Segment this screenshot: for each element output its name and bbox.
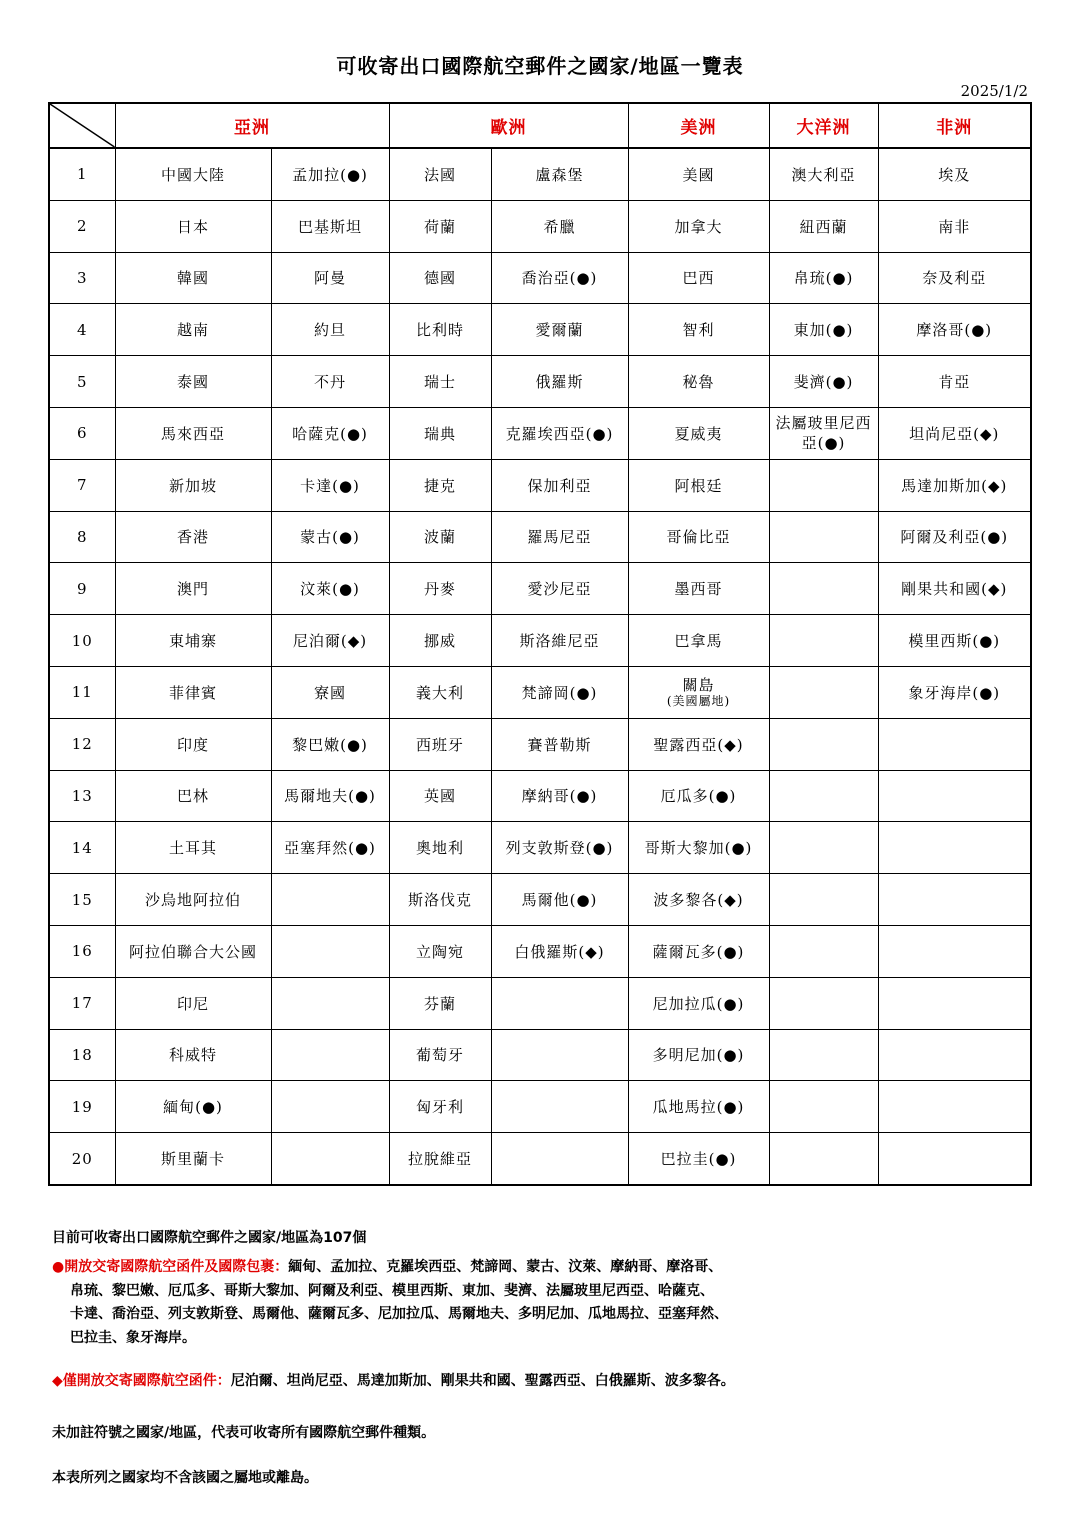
total-note: 目前可收寄出口國際航空郵件之國家/地區為107個 xyxy=(52,1230,367,1246)
oceania-cell: 法屬玻里尼西亞(●) xyxy=(769,407,878,459)
header-asia: 亞洲 xyxy=(115,103,389,148)
diagonal-line-icon xyxy=(50,104,115,147)
europe-cell xyxy=(491,1029,628,1081)
asia-cell: 阿拉伯聯合大公國 xyxy=(115,925,271,977)
table-row xyxy=(49,770,1031,822)
americas-cell: 夏威夷 xyxy=(628,407,769,459)
row-number: 4 xyxy=(49,304,115,356)
africa-cell xyxy=(878,977,1031,1029)
table-row xyxy=(49,252,1031,304)
row-number: 20 xyxy=(49,1133,115,1185)
asia-cell: 黎巴嫩(●) xyxy=(271,718,389,770)
row-number: 1 xyxy=(49,148,115,200)
americas-cell: 加拿大 xyxy=(628,200,769,252)
table-row xyxy=(49,148,1031,200)
row-number: 6 xyxy=(49,407,115,459)
row-number: 7 xyxy=(49,459,115,511)
oceania-cell xyxy=(769,925,878,977)
americas-cell: 巴西 xyxy=(628,252,769,304)
asia-cell: 韓國 xyxy=(115,252,271,304)
letter-note-body: 尼泊爾、坦尚尼亞、馬達加斯加、剛果共和國、聖露西亞、白俄羅斯、波多黎各。 xyxy=(230,1373,735,1389)
oceania-cell xyxy=(769,615,878,667)
asia-cell xyxy=(271,1133,389,1185)
europe-cell: 捷克 xyxy=(389,459,491,511)
europe-cell: 希臘 xyxy=(491,200,628,252)
americas-cell: 阿根廷 xyxy=(628,459,769,511)
europe-cell: 俄羅斯 xyxy=(491,356,628,408)
africa-cell: 馬達加斯加(◆) xyxy=(878,459,1031,511)
table-row xyxy=(49,977,1031,1029)
americas-cell: 哥倫比亞 xyxy=(628,511,769,563)
asia-cell: 土耳其 xyxy=(115,822,271,874)
americas-cell: 巴拿馬 xyxy=(628,615,769,667)
africa-cell: 南非 xyxy=(878,200,1031,252)
americas-cell: 波多黎各(◆) xyxy=(628,874,769,926)
header-row xyxy=(49,103,1031,148)
europe-cell: 挪威 xyxy=(389,615,491,667)
americas-cell: 厄瓜多(●) xyxy=(628,770,769,822)
americas-cell: 薩爾瓦多(●) xyxy=(628,925,769,977)
table-row xyxy=(49,459,1031,511)
asia-cell: 菲律賓 xyxy=(115,666,271,718)
europe-cell: 芬蘭 xyxy=(389,977,491,1029)
europe-cell: 波蘭 xyxy=(389,511,491,563)
asia-cell: 約旦 xyxy=(271,304,389,356)
europe-cell: 立陶宛 xyxy=(389,925,491,977)
europe-cell xyxy=(491,977,628,1029)
oceania-cell xyxy=(769,1029,878,1081)
europe-cell: 瑞士 xyxy=(389,356,491,408)
page-title: 可收寄出口國際航空郵件之國家/地區一覽表 xyxy=(336,54,744,78)
asia-cell: 蒙古(●) xyxy=(271,511,389,563)
europe-cell: 斯洛伐克 xyxy=(389,874,491,926)
europe-cell: 義大利 xyxy=(389,666,491,718)
africa-cell xyxy=(878,822,1031,874)
asia-cell: 香港 xyxy=(115,511,271,563)
africa-cell: 摩洛哥(●) xyxy=(878,304,1031,356)
asia-cell: 巴林 xyxy=(115,770,271,822)
table-row xyxy=(49,200,1031,252)
oceania-cell: 澳大利亞 xyxy=(769,148,878,200)
country-name: 關島 xyxy=(682,676,715,695)
americas-cell: 墨西哥 xyxy=(628,563,769,615)
asia-cell: 斯里蘭卡 xyxy=(115,1133,271,1185)
header-europe: 歐洲 xyxy=(389,103,628,148)
row-number: 2 xyxy=(49,200,115,252)
asia-cell: 科威特 xyxy=(115,1029,271,1081)
table-row xyxy=(49,1133,1031,1185)
letter-note xyxy=(52,1370,735,1390)
oceania-cell xyxy=(769,822,878,874)
europe-cell: 荷蘭 xyxy=(389,200,491,252)
africa-cell xyxy=(878,874,1031,926)
europe-cell xyxy=(491,1133,628,1185)
europe-cell: 愛沙尼亞 xyxy=(491,563,628,615)
asia-cell xyxy=(271,925,389,977)
table-row xyxy=(49,666,1031,718)
header-americas: 美洲 xyxy=(628,103,769,148)
africa-cell: 埃及 xyxy=(878,148,1031,200)
no-mark-note: 未加註符號之國家/地區，代表可收寄所有國際航空郵件種類。 xyxy=(52,1425,436,1441)
europe-cell: 保加利亞 xyxy=(491,459,628,511)
europe-cell: 羅馬尼亞 xyxy=(491,511,628,563)
europe-cell: 奧地利 xyxy=(389,822,491,874)
europe-cell: 梵諦岡(●) xyxy=(491,666,628,718)
oceania-cell xyxy=(769,511,878,563)
corner-cell xyxy=(49,103,115,148)
europe-cell: 英國 xyxy=(389,770,491,822)
africa-cell xyxy=(878,770,1031,822)
europe-cell: 克羅埃西亞(●) xyxy=(491,407,628,459)
asia-cell: 寮國 xyxy=(271,666,389,718)
americas-cell: 智利 xyxy=(628,304,769,356)
oceania-cell xyxy=(769,1081,878,1133)
oceania-cell xyxy=(769,666,878,718)
americas-cell: 秘魯 xyxy=(628,356,769,408)
africa-cell: 肯亞 xyxy=(878,356,1031,408)
asia-cell: 泰國 xyxy=(115,356,271,408)
parcel-note-line: 卡達、喬治亞、列支敦斯登、馬爾他、薩爾瓦多、尼加拉瓜、馬爾地夫、多明尼加、瓜地馬拉、亞塞拜然、 xyxy=(70,1306,728,1322)
europe-cell: 瑞典 xyxy=(389,407,491,459)
americas-cell xyxy=(628,666,769,718)
asia-cell xyxy=(271,1029,389,1081)
header-africa: 非洲 xyxy=(878,103,1031,148)
header-oceania: 大洋洲 xyxy=(769,103,878,148)
exclusion-note: 本表所列之國家均不含該國之屬地或離島。 xyxy=(52,1470,318,1486)
africa-cell xyxy=(878,718,1031,770)
oceania-cell: 紐西蘭 xyxy=(769,200,878,252)
africa-cell: 剛果共和國(◆) xyxy=(878,563,1031,615)
europe-cell: 列支敦斯登(●) xyxy=(491,822,628,874)
europe-cell: 摩納哥(●) xyxy=(491,770,628,822)
asia-cell: 亞塞拜然(●) xyxy=(271,822,389,874)
europe-cell: 喬治亞(●) xyxy=(491,252,628,304)
row-number: 5 xyxy=(49,356,115,408)
americas-cell: 哥斯大黎加(●) xyxy=(628,822,769,874)
parcel-note-line: 巴拉圭、象牙海岸。 xyxy=(70,1329,196,1346)
row-number: 8 xyxy=(49,511,115,563)
table-row xyxy=(49,1081,1031,1133)
asia-cell: 孟加拉(●) xyxy=(271,148,389,200)
table-row xyxy=(49,874,1031,926)
oceania-cell: 帛琉(●) xyxy=(769,252,878,304)
row-number: 12 xyxy=(49,718,115,770)
parcel-note-line: 緬甸、孟加拉、克羅埃西亞、梵諦岡、蒙古、汶萊、摩納哥、摩洛哥、 xyxy=(288,1259,723,1275)
asia-cell: 哈薩克(●) xyxy=(271,407,389,459)
date-label: 2025/1/2 xyxy=(960,82,1028,100)
oceania-cell: 斐濟(●) xyxy=(769,356,878,408)
asia-cell: 印度 xyxy=(115,718,271,770)
row-number: 10 xyxy=(49,615,115,667)
asia-cell: 阿曼 xyxy=(271,252,389,304)
asia-cell: 卡達(●) xyxy=(271,459,389,511)
asia-cell: 越南 xyxy=(115,304,271,356)
table-row xyxy=(49,925,1031,977)
europe-cell: 盧森堡 xyxy=(491,148,628,200)
asia-cell: 尼泊爾(◆) xyxy=(271,615,389,667)
asia-cell: 中國大陸 xyxy=(115,148,271,200)
parcel-note-line: 帛琉、黎巴嫩、厄瓜多、哥斯大黎加、阿爾及利亞、模里西斯、東加、斐濟、法屬玻里尼西亞、哈薩克、 xyxy=(70,1282,714,1299)
africa-cell: 阿爾及利亞(●) xyxy=(878,511,1031,563)
europe-cell: 愛爾蘭 xyxy=(491,304,628,356)
asia-cell: 汶萊(●) xyxy=(271,563,389,615)
letter-note-header: ◆僅開放交寄國際航空函件： xyxy=(52,1373,231,1389)
table-row xyxy=(49,822,1031,874)
asia-cell: 馬來西亞 xyxy=(115,407,271,459)
asia-cell xyxy=(271,977,389,1029)
table-row xyxy=(49,356,1031,408)
table-row xyxy=(49,304,1031,356)
oceania-cell xyxy=(769,770,878,822)
parcel-note-header: ●開放交寄國際航空函件及國際包裹： xyxy=(52,1259,289,1275)
africa-cell: 象牙海岸(●) xyxy=(878,666,1031,718)
europe-cell: 葡萄牙 xyxy=(389,1029,491,1081)
americas-cell: 巴拉圭(●) xyxy=(628,1133,769,1185)
asia-cell: 巴基斯坦 xyxy=(271,200,389,252)
table-row xyxy=(49,615,1031,667)
oceania-cell xyxy=(769,1133,878,1185)
africa-cell: 坦尚尼亞(◆) xyxy=(878,407,1031,459)
europe-cell: 德國 xyxy=(389,252,491,304)
europe-cell: 匈牙利 xyxy=(389,1081,491,1133)
americas-cell: 瓜地馬拉(●) xyxy=(628,1081,769,1133)
europe-cell: 白俄羅斯(◆) xyxy=(491,925,628,977)
asia-cell: 沙烏地阿拉伯 xyxy=(115,874,271,926)
asia-cell: 東埔寨 xyxy=(115,615,271,667)
asia-cell: 馬爾地夫(●) xyxy=(271,770,389,822)
africa-cell: 模里西斯(●) xyxy=(878,615,1031,667)
parcel-note xyxy=(52,1256,728,1350)
asia-cell: 不丹 xyxy=(271,356,389,408)
americas-cell: 聖露西亞(◆) xyxy=(628,718,769,770)
row-number: 9 xyxy=(49,563,115,615)
africa-cell: 奈及利亞 xyxy=(878,252,1031,304)
asia-cell xyxy=(271,874,389,926)
row-number: 14 xyxy=(49,822,115,874)
row-number: 16 xyxy=(49,925,115,977)
oceania-cell xyxy=(769,459,878,511)
row-number: 18 xyxy=(49,1029,115,1081)
oceania-cell xyxy=(769,874,878,926)
table-row xyxy=(49,718,1031,770)
table-row xyxy=(49,511,1031,563)
europe-cell: 拉脫維亞 xyxy=(389,1133,491,1185)
europe-cell: 西班牙 xyxy=(389,718,491,770)
americas-cell: 多明尼加(●) xyxy=(628,1029,769,1081)
table-row xyxy=(49,407,1031,459)
europe-cell: 賽普勒斯 xyxy=(491,718,628,770)
europe-cell xyxy=(491,1081,628,1133)
row-number: 15 xyxy=(49,874,115,926)
oceania-cell xyxy=(769,977,878,1029)
africa-cell xyxy=(878,1133,1031,1185)
row-number: 17 xyxy=(49,977,115,1029)
americas-cell: 美國 xyxy=(628,148,769,200)
americas-cell: 尼加拉瓜(●) xyxy=(628,977,769,1029)
asia-cell: 澳門 xyxy=(115,563,271,615)
territory-note: (美國屬地) xyxy=(666,694,731,709)
oceania-cell: 東加(●) xyxy=(769,304,878,356)
africa-cell xyxy=(878,1081,1031,1133)
europe-cell: 馬爾他(●) xyxy=(491,874,628,926)
europe-cell: 斯洛維尼亞 xyxy=(491,615,628,667)
asia-cell: 緬甸(●) xyxy=(115,1081,271,1133)
oceania-cell xyxy=(769,718,878,770)
oceania-cell xyxy=(769,563,878,615)
asia-cell: 日本 xyxy=(115,200,271,252)
row-number: 19 xyxy=(49,1081,115,1133)
asia-cell: 印尼 xyxy=(115,977,271,1029)
row-number: 11 xyxy=(49,666,115,718)
africa-cell xyxy=(878,1029,1031,1081)
asia-cell xyxy=(271,1081,389,1133)
country-table xyxy=(48,102,1032,1186)
europe-cell: 法國 xyxy=(389,148,491,200)
table-row xyxy=(49,1029,1031,1081)
asia-cell: 新加坡 xyxy=(115,459,271,511)
row-number: 13 xyxy=(49,770,115,822)
row-number: 3 xyxy=(49,252,115,304)
europe-cell: 丹麥 xyxy=(389,563,491,615)
europe-cell: 比利時 xyxy=(389,304,491,356)
africa-cell xyxy=(878,925,1031,977)
table-row xyxy=(49,563,1031,615)
